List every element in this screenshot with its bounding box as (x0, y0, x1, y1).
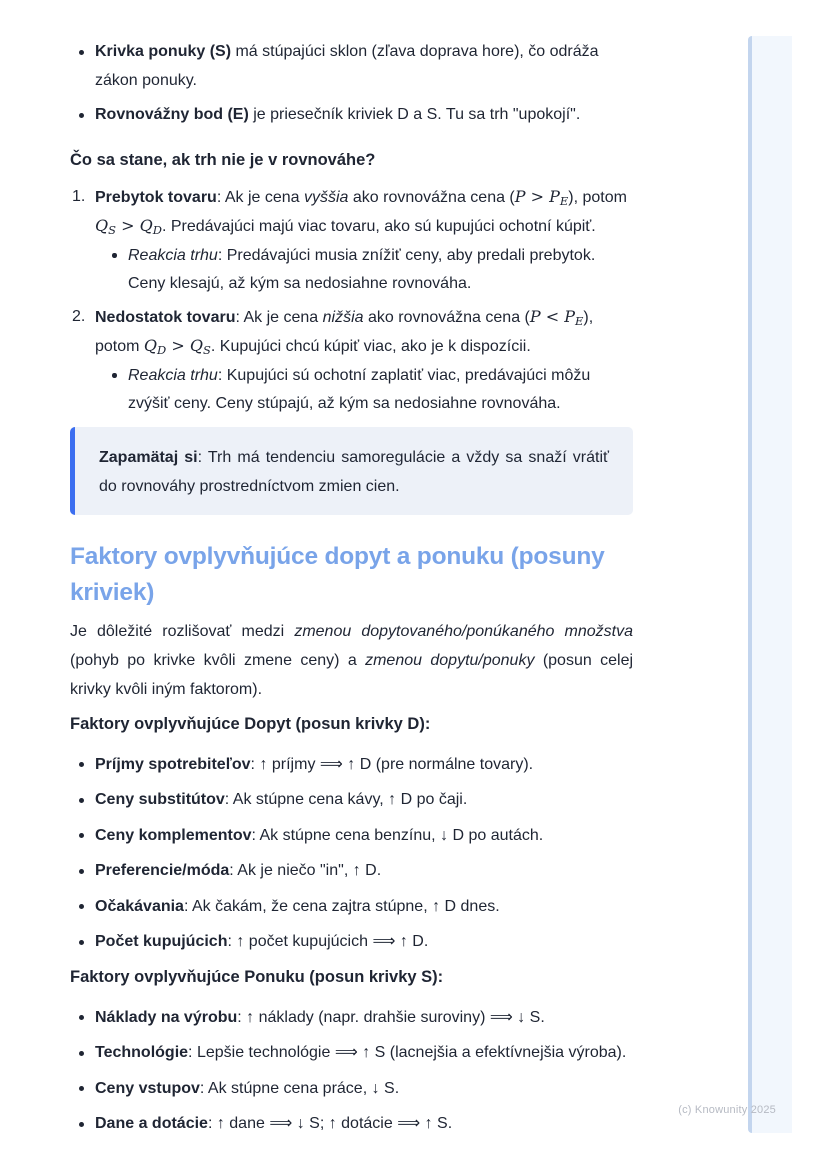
list-item-text: Preferencie/móda: Ak je niečo "in", ↑ D. (95, 862, 382, 879)
supply-section-heading: Faktory ovplyvňujúce Ponuku (posun krivky S): (70, 967, 444, 986)
item-number: 1. (72, 187, 86, 205)
list-item (70, 101, 633, 130)
list-item-text: Náklady na výrobu: ↑ náklady (napr. drahšie suroviny) ⟹ ↓ S. (95, 1008, 545, 1026)
list-item (70, 1110, 633, 1139)
sub-list-item (95, 242, 633, 299)
bullet-icon (79, 113, 84, 118)
item-body (95, 303, 633, 419)
list-item (70, 822, 633, 851)
bullet-icon (79, 762, 84, 767)
sub-list-item-text: Reakcia trhu: Predávajúci musia znížiť ceny, aby predali prebytok. Ceny klesajú, až kým sa nedosiahne rovnováha. (128, 246, 596, 292)
list-item-text: Príjmy spotrebiteľov: ↑ príjmy ⟹ ↑ D (pre normálne tovary). (95, 755, 534, 773)
item-text: Prebytok tovaru: Ak je cena vyššia ako rovnovážna cena (P > PE), potom QS > QD. Predávajúci majú viac tovaru, ako sú kupujúci ochotní kúpiť. (95, 186, 627, 237)
next-page-edge-strip (748, 36, 792, 1133)
list-item-text: Ceny vstupov: Ak stúpne cena práce, ↓ S. (95, 1079, 400, 1097)
item-body (95, 183, 633, 299)
list-item-text: Dane a dotácie: ↑ dane ⟹ ↓ S; ↑ dotácie ⟹ ↑ S. (95, 1115, 453, 1132)
item-text: Nedostatok tovaru: Ak je cena nižšia ako rovnovážna cena (P < PE), potom QD > QS. Kupujúci chcú kúpiť viac, ako je k dispozícii. (95, 306, 594, 357)
list-item-text: Ceny komplementov: Ak stúpne cena benzínu, ↓ D po autách. (95, 826, 544, 844)
demand-bullet-list (70, 751, 633, 957)
list-item-text: Krivka ponuky (S) má stúpajúci sklon (zľava doprava hore), čo odráža zákon ponuky. (95, 43, 599, 89)
bullet-icon (79, 798, 84, 803)
bullet-icon (79, 940, 84, 945)
demand-section-heading: Faktory ovplyvňujúce Dopyt (posun krivky D): (70, 714, 431, 733)
bullet-icon (79, 1086, 84, 1091)
bullet-icon (79, 50, 84, 55)
sub-bullet-list (95, 362, 633, 419)
sub-bullet-list (95, 242, 633, 299)
list-item-text: Technológie: Lepšie technológie ⟹ ↑ S (lacnejšia a efektívnejšia výroba). (95, 1044, 627, 1061)
numbered-list (70, 183, 633, 419)
list-item (70, 857, 633, 886)
list-item (70, 928, 633, 957)
bullet-icon (79, 833, 84, 838)
sub-list-item (95, 362, 633, 419)
list-item (70, 893, 633, 922)
main-section-heading: Faktory ovplyvňujúce dopyt a ponuku (posuny kriviek) (70, 542, 605, 606)
list-item (70, 751, 633, 780)
bullet-icon (79, 1122, 84, 1127)
list-item (70, 1039, 633, 1068)
copyright-watermark: (c) Knowunity 2025 (678, 1104, 776, 1116)
callout-note (70, 427, 633, 515)
numbered-item (70, 303, 633, 419)
sub-list-item-text: Reakcia trhu: Kupujúci sú ochotní zaplatiť viac, predávajúci môžu zvýšiť ceny. Ceny stúpajú, až kým sa nedosiahne rovnováha. (128, 366, 591, 412)
item-number: 2. (72, 307, 86, 325)
list-item (70, 1004, 633, 1033)
list-item-text: Očakávania: Ak čakám, že cena zajtra stúpne, ↑ D dnes. (95, 897, 500, 915)
intro-bullet-list (70, 38, 633, 130)
bullet-icon (79, 1051, 84, 1056)
bullet-icon (79, 869, 84, 874)
supply-bullet-list (70, 1004, 633, 1139)
bullet-icon (79, 1015, 84, 1020)
equilibrium-section-heading: Čo sa stane, ak trh nie je v rovnováhe? (70, 150, 376, 169)
bullet-icon (112, 253, 117, 258)
callout-text: Zapamätaj si: Trh má tendenciu samoregulácie a vždy sa snaží vrátiť do rovnováhy prostredníctvom zmien cien. (99, 448, 610, 495)
numbered-item (70, 183, 633, 299)
list-item (70, 1075, 633, 1104)
list-item-text: Počet kupujúcich: ↑ počet kupujúcich ⟹ ↑ D. (95, 933, 429, 950)
bullet-icon (79, 904, 84, 909)
list-item-text: Ceny substitútov: Ak stúpne cena kávy, ↑ D po čaji. (95, 791, 468, 808)
list-item (70, 38, 633, 95)
bullet-icon (112, 373, 117, 378)
intro-paragraph: Je dôležité rozlišovať medzi zmenou dopytovaného/ponúkaného množstva (pohyb po krivke kvôli zmene ceny) a zmenou dopytu/ponuky (posun celej krivky kvôli iným faktorom). (70, 622, 634, 698)
list-item (70, 786, 633, 815)
document-content (70, 38, 633, 1139)
list-item-text: Rovnovážny bod (E) je priesečník kriviek D a S. Tu sa trh "upokojí". (95, 106, 581, 123)
